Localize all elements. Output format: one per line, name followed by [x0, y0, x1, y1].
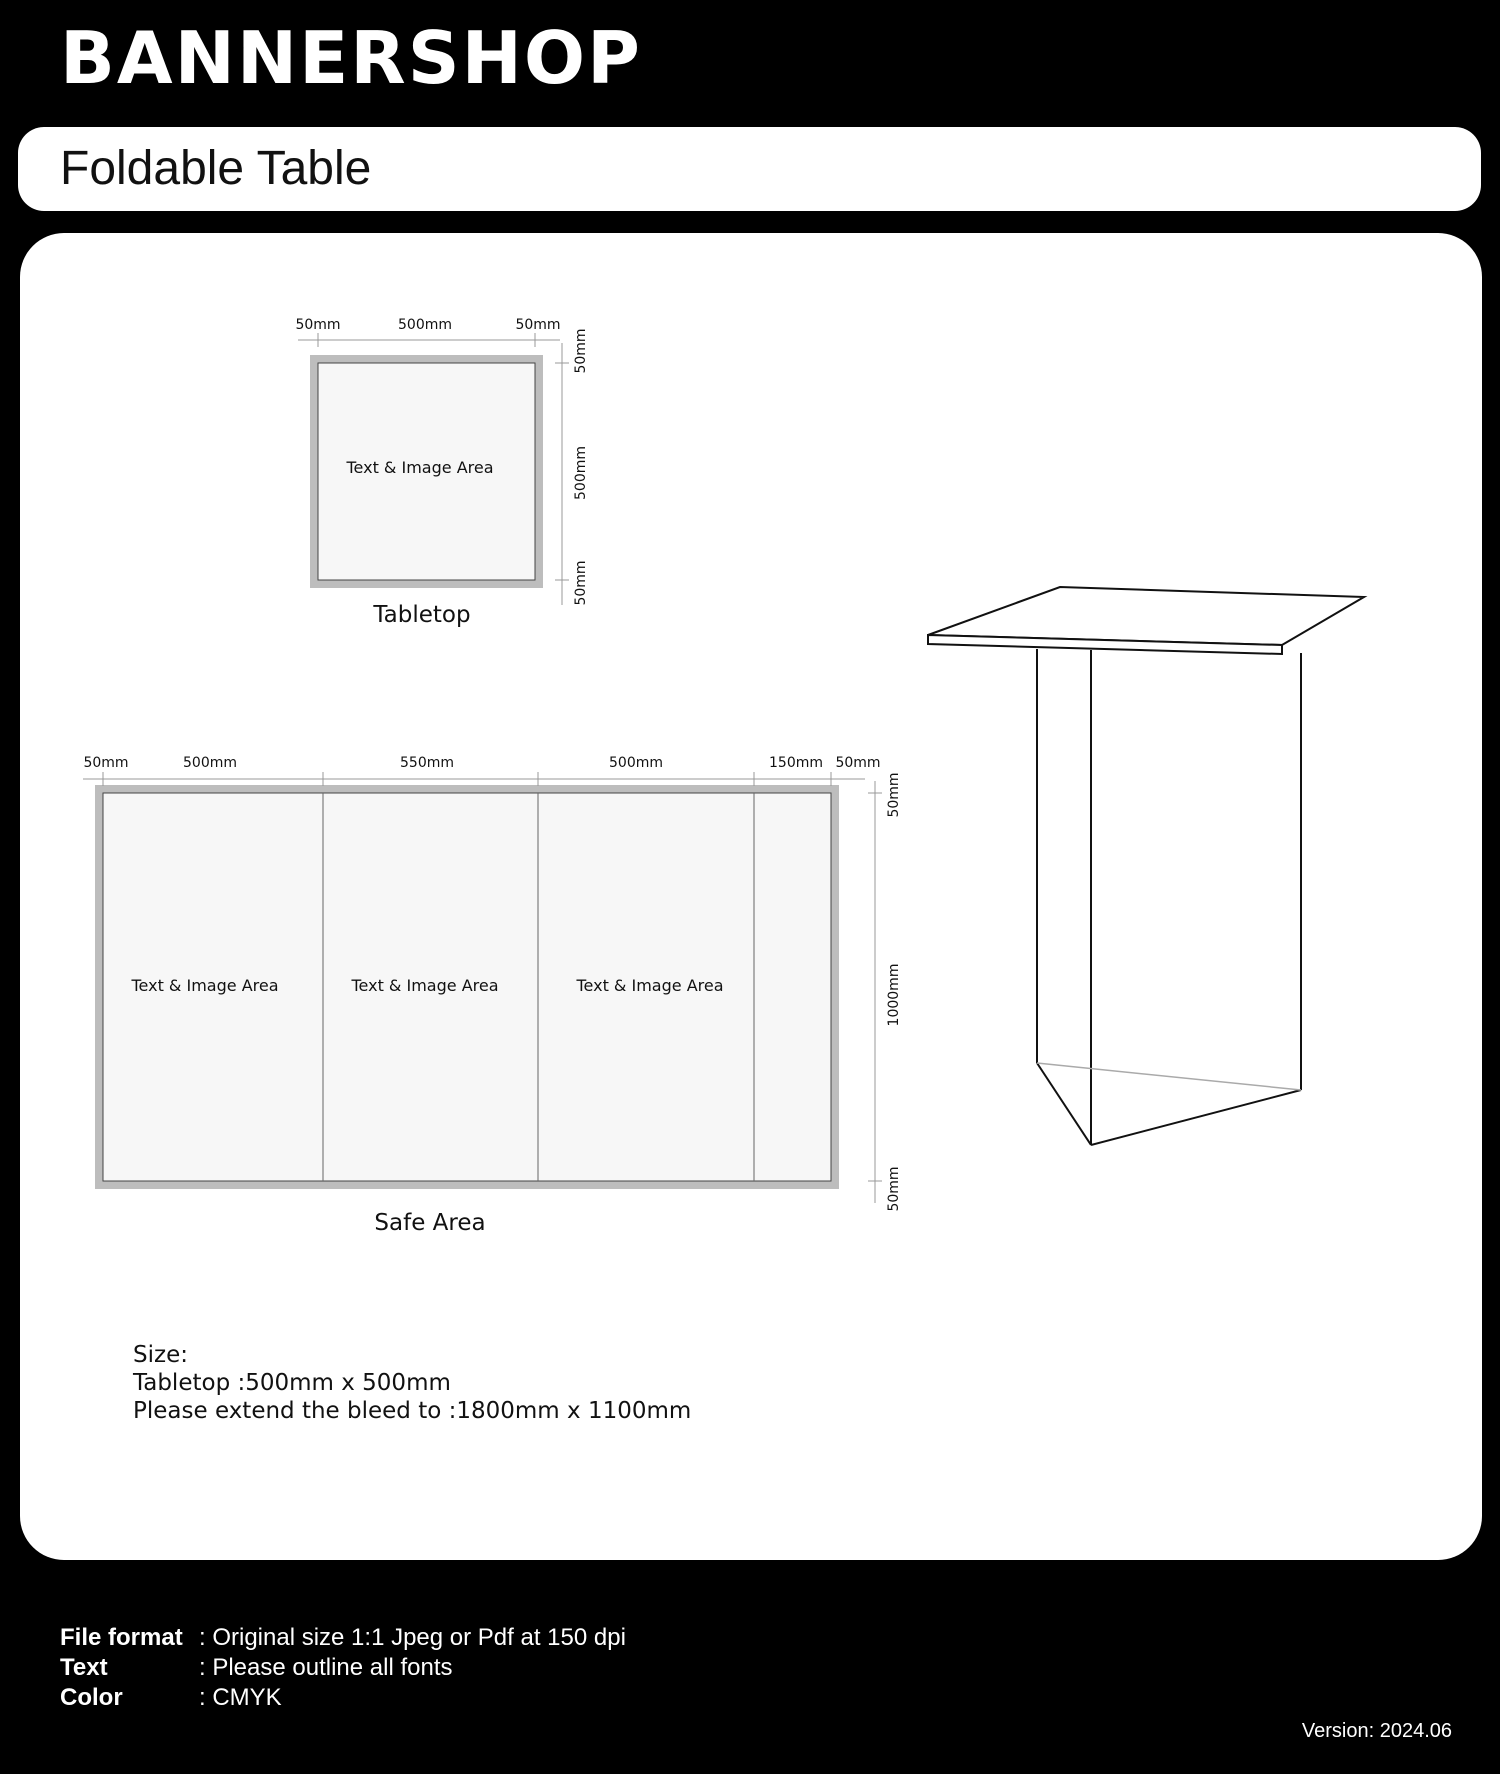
- table-base-right: [1091, 1090, 1301, 1145]
- size-tabletop-line: Tabletop :500mm x 500mm: [133, 1370, 451, 1396]
- table-3d-illustration: [928, 587, 1364, 1145]
- safe-panel-label-3: Text & Image Area: [576, 976, 724, 995]
- size-info: [133, 1341, 691, 1425]
- spec-value: : Please outline all fonts: [199, 1654, 453, 1681]
- safe-area-diagram: [83, 755, 902, 1236]
- tabletop-dim-center: 500mm: [398, 317, 452, 333]
- safe-side-dim-top: 50mm: [886, 772, 902, 818]
- spec-key: Color: [60, 1684, 123, 1711]
- safe-dim-3: 550mm: [400, 755, 454, 771]
- page-title: Foldable Table: [60, 142, 372, 195]
- title-bar: [18, 127, 1481, 211]
- spec-value: : CMYK: [199, 1684, 282, 1711]
- tabletop-caption: Tabletop: [373, 602, 471, 628]
- spec-row-color: [60, 1683, 626, 1713]
- size-heading: Size:: [133, 1342, 188, 1368]
- size-bleed-line: Please extend the bleed to :1800mm x 1100mm: [133, 1398, 692, 1424]
- spec-row-text: [60, 1653, 626, 1683]
- tabletop-diagram: [295, 317, 589, 628]
- tabletop-dim-left: 50mm: [295, 317, 341, 333]
- safe-dim-1: 50mm: [83, 755, 129, 771]
- safe-dim-5: 150mm: [769, 755, 823, 771]
- tabletop-side-dim-middle: 500mm: [573, 446, 589, 500]
- table-base-back: [1037, 1063, 1301, 1090]
- safe-area-caption: Safe Area: [374, 1210, 486, 1236]
- tabletop-area-label: Text & Image Area: [346, 458, 494, 477]
- safe-side-dim-bottom: 50mm: [886, 1166, 902, 1212]
- spec-value: : Original size 1:1 Jpeg or Pdf at 150 dpi: [199, 1624, 626, 1651]
- tabletop-side-dim-bottom: 50mm: [573, 560, 589, 606]
- tabletop-side-dim-top: 50mm: [573, 328, 589, 374]
- brand-logo: BANNERSHOP: [60, 16, 642, 100]
- safe-dim-2: 500mm: [183, 755, 237, 771]
- spec-key: Text: [60, 1654, 108, 1681]
- safe-panel-label-2: Text & Image Area: [351, 976, 499, 995]
- safe-side-dim-middle: 1000mm: [886, 963, 902, 1027]
- spec-footer: [60, 1623, 626, 1713]
- diagram-panel: [20, 233, 1482, 1560]
- safe-dim-4: 500mm: [609, 755, 663, 771]
- spec-row-file-format: [60, 1623, 626, 1653]
- safe-dim-6: 50mm: [835, 755, 881, 771]
- tabletop-dim-right: 50mm: [515, 317, 561, 333]
- version-label: Version: 2024.06: [1301, 1720, 1452, 1742]
- spec-key: File format: [60, 1624, 183, 1651]
- safe-panel-label-1: Text & Image Area: [131, 976, 279, 995]
- table-base-left: [1037, 1063, 1091, 1145]
